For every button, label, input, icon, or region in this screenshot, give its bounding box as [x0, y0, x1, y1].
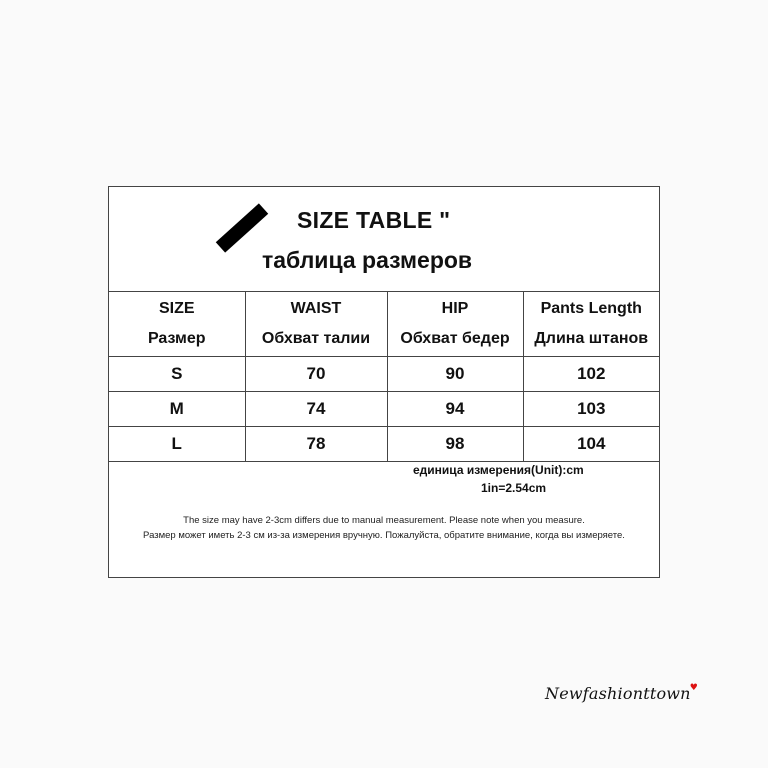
- column-header-ru: Обхват талии: [261, 330, 371, 347]
- brand-watermark: [545, 684, 699, 703]
- slash-mark-icon: [216, 203, 268, 252]
- size-table: [109, 291, 659, 462]
- waist-cell: 78: [245, 427, 387, 462]
- measurement-note: [109, 513, 659, 543]
- note-russian: Размер может иметь 2-3 см из-за измерения вручную. Пожалуйста, обратите внимание, когда вы измеряете.: [143, 530, 625, 541]
- table-header-row: [109, 292, 659, 357]
- heart-icon: ♥: [689, 683, 698, 693]
- column-header-pants-length: [523, 292, 659, 357]
- length-cell: 102: [523, 357, 659, 392]
- length-cell: 104: [523, 427, 659, 462]
- note-english: The size may have 2-3cm differs due to manual measurement. Please note when you measure.: [183, 515, 585, 526]
- size-cell: S: [109, 357, 245, 392]
- hip-cell: 94: [387, 392, 523, 427]
- length-cell: 103: [523, 392, 659, 427]
- table-row: [109, 392, 659, 427]
- size-chart-card: [108, 186, 660, 578]
- column-header-size: [109, 292, 245, 357]
- column-header-ru: Обхват бедер: [400, 330, 510, 347]
- column-header-en: HIP: [441, 300, 469, 317]
- table-row: [109, 357, 659, 392]
- column-header-hip: [387, 292, 523, 357]
- hip-cell: 98: [387, 427, 523, 462]
- conversion-line: 1in=2.54cm: [481, 481, 547, 495]
- column-header-en: SIZE: [158, 300, 195, 317]
- column-header-ru: Размер: [147, 330, 206, 347]
- chart-header: [109, 187, 659, 291]
- waist-cell: 74: [245, 392, 387, 427]
- size-cell: M: [109, 392, 245, 427]
- brand-text: Newfashionttown: [545, 684, 691, 703]
- hip-cell: 90: [387, 357, 523, 392]
- column-header-en: Pants Length: [540, 300, 642, 317]
- waist-cell: 70: [245, 357, 387, 392]
- title-russian: таблица размеров: [262, 247, 473, 273]
- column-header-en: WAIST: [290, 300, 342, 317]
- column-header-waist: [245, 292, 387, 357]
- title-english: SIZE TABLE ": [297, 207, 451, 233]
- unit-info: [109, 457, 659, 507]
- column-header-ru: Длина штанов: [534, 330, 649, 347]
- unit-line: единица измерения(Unit):cm: [413, 463, 584, 477]
- size-cell: L: [109, 427, 245, 462]
